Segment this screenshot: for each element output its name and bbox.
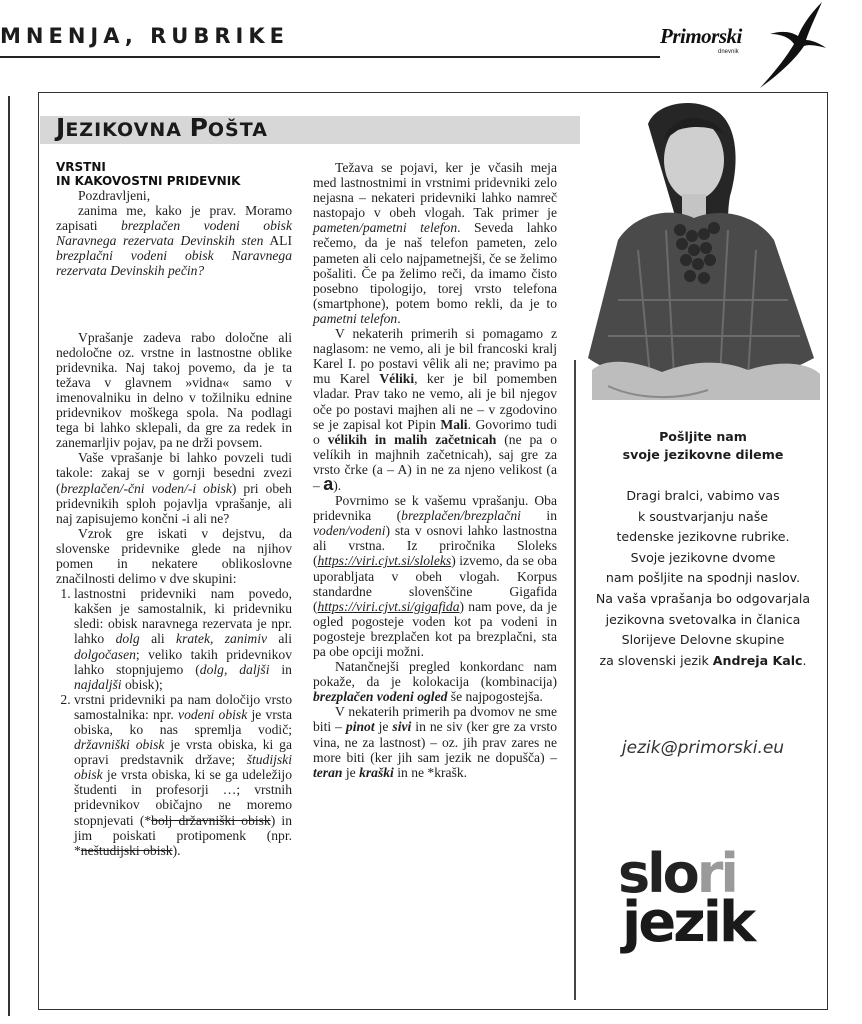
contact-email-link[interactable]: jezik@primorski.eu (621, 738, 785, 758)
sidebar-divider (574, 360, 576, 1000)
brand-subtitle: dnevnik (718, 49, 739, 55)
brand-name: Primorski (660, 24, 742, 48)
seagull-icon (752, 0, 828, 92)
gigafida-link[interactable]: https://viri.cjvt.si/gigafida (317, 598, 460, 614)
slori-jezik-logo: slori jezik (618, 842, 754, 955)
answer-paragraph: V nekaterih primerih pa dvomov ne sme biti – pinot je sivi in ne siv (ker gre za vrsto vina, ne za lastnost) – oz. jih prav zares ne more biti (ker jih sam jezik ne dopušča) – teran je kraški in ne *krašk. (313, 704, 557, 780)
reader-question: zanima me, kako je prav. Moramo zapisati brezplačen vodeni obisk Naravnega rezervata Devinskih sten ALI brezplačni vodeni obisk Naravnega rezervata Devinskih pečin? (56, 203, 292, 279)
question-heading: VRSTNI IN KAKOVOSTNI PRIDEVNIK (56, 160, 241, 188)
adjective-types-list (56, 586, 292, 858)
list-item: 1. lastnostni pridevniki nam povedo, kakšen je samostalnik, ki pridevniku sledi: obisk naravnega rezervata je npr. lahko dolg ali kratek, zanimiv ali dolgočasen; veliko takih pridevnikov lahko stopnjujemo (dolg, daljši in najdaljši obisk); (74, 586, 292, 692)
brand-logo (660, 24, 760, 60)
section-heading: MNENJA, RUBRIKE (0, 24, 289, 48)
answer-paragraph: Vzrok gre iskati v dejstvu, da slovenske pridevnike glede na njihov pomen in nekatere oblikoslovne značilnosti delimo v dve skupini: (56, 525, 292, 587)
column-rule-left (8, 96, 10, 1016)
greeting: Pozdravljeni, (78, 188, 151, 203)
article-column-2 (313, 160, 557, 780)
author-portrait (578, 100, 824, 428)
answer-paragraph: Težava se pojavi, ker je včasih meja med lastnostnimi in vrstnimi pridevniki zelo nejasna – nekateri pridevniki lahko namreč nastopajo v obeh vlogah. Tak primer je pameten/pametni telefon. Seveda lahko rečemo, da je naš telefon pameten, zelo pameten ali celo najpametnejši, če se želimo pošaliti. Če pa želimo reči, da imamo čisto posebno tipologijo, torej vrsto telefona (smartphone), potem bomo rekli, da je to pametni telefon. (313, 160, 557, 326)
section-rule (0, 56, 660, 58)
article-column-1 (56, 160, 292, 858)
answer-paragraph: Vprašanje zadeva rabo določne ali nedoločne oz. vrstne in lastnostne oblike pridevnika. Naj takoj povemo, da je ta težava v glavnem »vidna« samo v imenovalniku in delno v tožilniku ednine pridevnikov moškega spola. Na podlagi tega bi lahko sklepali, da gre za redek in zanemarljiv pojav, pa ne drži povsem. (56, 329, 292, 451)
answer-paragraph: Vaše vprašanje bi lahko povzeli tudi takole: zakaj se v gornji besedni zvezi (brezplačen/-čni voden/-i obisk) pri obeh pridevnikih sploh pojavlja vprašanje, ali naj zapisujemo končni -i ali ne? (56, 450, 292, 526)
answer-paragraph: Povrnimo se k vašemu vprašanju. Oba pridevnika (brezplačen/brezplačni in voden/vodeni) sta v osnovi lahko lastnostna ali vrstna. Iz priročnika Sloleks (https://viri.cjvt.si/sloleks) izvemo, da se oba uporabljata v obeh vlogah. Korpus standardne slovenščine Gigafida (https://viri.cjvt.si/gigafida) nam pove, da je ogled pogosteje voden kot pa vodeni in pogosteje brezplačen kot pa brezplačni, sta pa obe opciji možni. (313, 493, 557, 659)
sidebar-heading: Pošljite nam svoje jezikovne dileme (622, 429, 784, 462)
article-title: JEZIKOVNA POŠTA (56, 113, 268, 142)
sloleks-link[interactable]: https://viri.cjvt.si/sloleks (317, 553, 452, 569)
list-item: 2. vrstni pridevniki pa nam določijo vrsto samostalnika: npr. vodeni obisk je vrsta obiska, ko nas spremlja vodič; državniški obisk je vrsta obiska, ki ga opravi predstavnik države; študijski obisk je vrsta obiska, ki se ga udeležijo študenti in profesorji …; vrstnih pridevnikov običajno ne moremo stopnjevati (*bolj državniški obisk) in jim poiskati protipomenk (npr. *neštudijski obisk). (74, 692, 292, 858)
sidebar-invitation: Dragi bralci, vabimo vas k soustvarjanju naše tedenske jezikovne rubrike. Svoje jezikovne dvome nam pošljite na spodnji naslov. Na vaša vprašanja bo odgovarjala jezikovna svetovalka in članica Slorijeve Delovne skupine za slovenski jezik Andreja Kalc. (595, 488, 811, 668)
answer-paragraph: Natančnejši pregled konkordanc nam pokaže, da je kolokacija (kombinacija) brezplačen vodeni ogled še najpogostejša. (313, 659, 557, 705)
answer-paragraph: V nekaterih primerih si pomagamo z naglasom: ne vemo, ali je bil francoski kralj Karel I. po postavi vêlik ali ne; pravimo pa mu Karel Véliki, ker je bil pomemben vladar. Prav tako ne vemo, ali je bil njegov oče po postavi majhen ali ne – v zgodovino se je zapisal kot Pipin Mali. Govorimo tudi o vélikih in malih začetnicah (ne pa o velíkih in majhnih začetnicah), saj gre za vrsto črke (a – A) in ne za njeno velikost (a – a). (313, 326, 558, 494)
